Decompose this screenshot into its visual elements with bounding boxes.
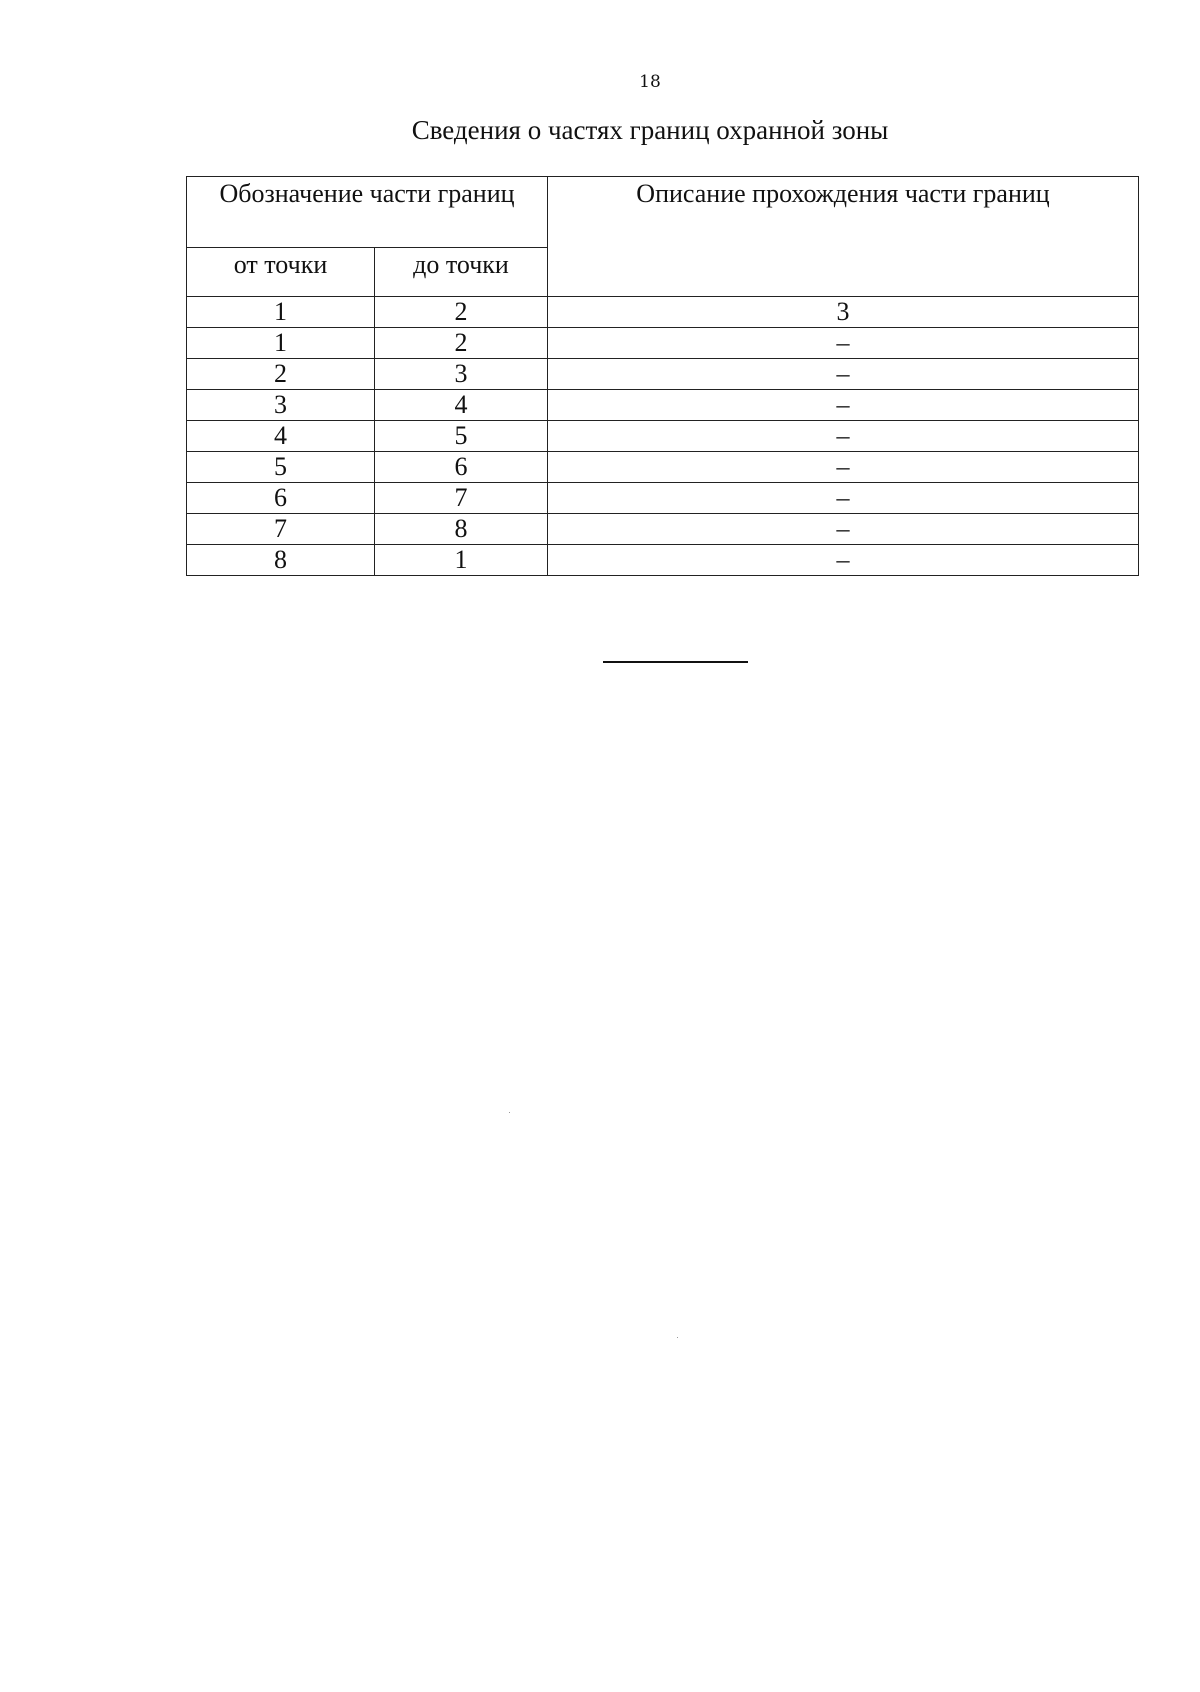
- cell-to-point: 5: [375, 421, 548, 452]
- table-row: [187, 545, 1139, 576]
- table-row: [187, 359, 1139, 390]
- table-row: [187, 421, 1139, 452]
- table-row: [187, 452, 1139, 483]
- header-boundary-description: Описание прохождения части границ: [548, 177, 1139, 297]
- scan-speck: [677, 1337, 678, 1338]
- cell-from-point: 6: [187, 483, 375, 514]
- page-title: Сведения о частях границ охранной зоны: [411, 115, 889, 145]
- cell-to-point: 3: [375, 359, 548, 390]
- page-number: 18: [639, 72, 661, 92]
- table-row: [187, 328, 1139, 359]
- cell-description: –: [548, 545, 1139, 576]
- cell-description: –: [548, 328, 1139, 359]
- cell-description: –: [548, 452, 1139, 483]
- header-from-point: от точки: [187, 248, 375, 297]
- cell-from-point: 4: [187, 421, 375, 452]
- index-cell-description: 3: [548, 297, 1139, 328]
- cell-description: –: [548, 359, 1139, 390]
- cell-description: –: [548, 421, 1139, 452]
- index-cell-to: 2: [375, 297, 548, 328]
- cell-description: –: [548, 483, 1139, 514]
- cell-to-point: 4: [375, 390, 548, 421]
- cell-to-point: 2: [375, 328, 548, 359]
- cell-to-point: 6: [375, 452, 548, 483]
- table-index-row: [187, 297, 1139, 328]
- table-row: [187, 514, 1139, 545]
- table-row: [187, 483, 1139, 514]
- cell-from-point: 3: [187, 390, 375, 421]
- cell-from-point: 1: [187, 328, 375, 359]
- cell-to-point: 7: [375, 483, 548, 514]
- end-of-section-rule: [603, 661, 748, 663]
- index-cell-from: 1: [187, 297, 375, 328]
- table-header: [187, 177, 1139, 297]
- cell-description: –: [548, 390, 1139, 421]
- table-row: [187, 390, 1139, 421]
- cell-from-point: 7: [187, 514, 375, 545]
- scan-speck: [509, 1112, 510, 1113]
- cell-from-point: 8: [187, 545, 375, 576]
- cell-from-point: 2: [187, 359, 375, 390]
- cell-to-point: 8: [375, 514, 548, 545]
- table-body: [187, 297, 1139, 576]
- cell-to-point: 1: [375, 545, 548, 576]
- header-to-point: до точки: [375, 248, 548, 297]
- cell-from-point: 5: [187, 452, 375, 483]
- header-boundary-designation: Обозначение части границ: [187, 177, 548, 248]
- cell-description: –: [548, 514, 1139, 545]
- boundary-parts-table: [186, 176, 1139, 576]
